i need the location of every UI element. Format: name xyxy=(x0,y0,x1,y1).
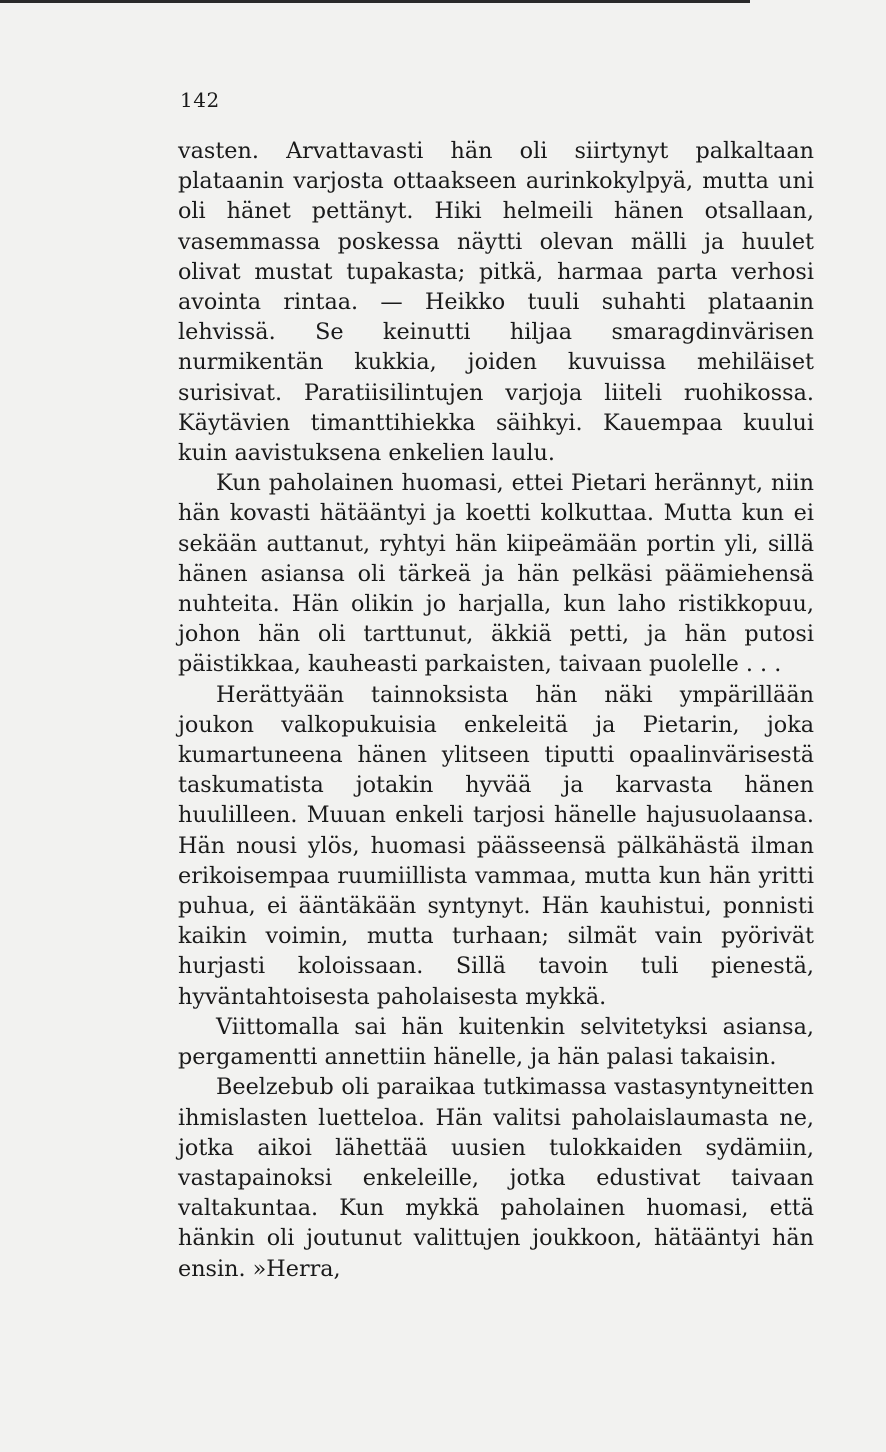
paragraph-4: Viittomalla sai hän kuitenkin selvitetyksi asiansa, pergamentti annettiin hänelle, ja hän palasi takaisin. xyxy=(178,1013,814,1071)
paragraph-5: Beelzebub oli paraikaa tutkimassa vastasyntyneitten ihmislasten luetteloa. Hän valitsi paholaislaumasta ne, jotka aikoi lähettää uusien tulokkaiden sydämiin, vastapainoksi enkeleille, jotka edustivat taivaan valtakuntaa. Kun mykkä paholainen huomasi, että hänkin oli joutunut valittujen joukkoon, hätääntyi hän ensin. »Herra, xyxy=(178,1074,814,1282)
paragraph-1: vasten. Arvattavasti hän oli siirtynyt palkaltaan plataanin varjosta ottaakseen aurinkokylpyä, mutta uni oli hänet pettänyt. Hiki helmeili hänen otsallaan, vasemmassa poskessa näytti olevan mälli ja huulet olivat mustat tupakasta; pitkä, harmaa parta verhosi avointa rintaa. — Heikko tuuli suhahti plataanin lehvissä. Se keinutti hiljaa smaragdinvärisen nurmikentän kukkia, joiden kuvuissa mehiläiset surisivat. Paratiisilintujen varjoja liiteli ruohikossa. Käytävien timanttihiekka säihkyi. Kauempaa kuului kuin aavistuksena enkelien laulu. xyxy=(178,138,814,467)
page-number: 142 xyxy=(180,88,220,112)
body-text xyxy=(178,136,814,1284)
paragraph-3: Herättyään tainnoksista hän näki ympärillään joukon valkopukuisia enkeleitä ja Pietarin, joka kumartuneena hänen ylitseen tiputti opaalinvärisestä taskumatista jotakin hyvää ja karvasta hänen huulilleen. Muuan enkeli tarjosi hänelle hajusuolaansa. Hän nousi ylös, huomasi päässeensä pälkähästä ilman erikoisempaa ruumiillista vammaa, mutta kun hän yritti puhua, ei ääntäkään syntynyt. Hän kauhistui, ponnisti kaikin voimin, mutta turhaan; silmät vain pyörivät hurjasti koloissaan. Sillä tavoin tuli pienestä, hyväntahtoisesta paholaisesta mykkä. xyxy=(178,681,814,1010)
top-border-line xyxy=(0,0,750,3)
paragraph-2: Kun paholainen huomasi, ettei Pietari herännyt, niin hän kovasti hätääntyi ja koetti kolkuttaa. Mutta kun ei sekään auttanut, ryhtyi hän kiipeämään portin yli, sillä hänen asiansa oli tärkeä ja hän pelkäsi päämiehensä nuhteita. Hän olikin jo harjalla, kun laho ristikkopuu, johon hän oli tarttunut, äkkiä petti, ja hän putosi päistikkaa, kauheasti parkaisten, taivaan puolelle . . . xyxy=(178,470,814,678)
